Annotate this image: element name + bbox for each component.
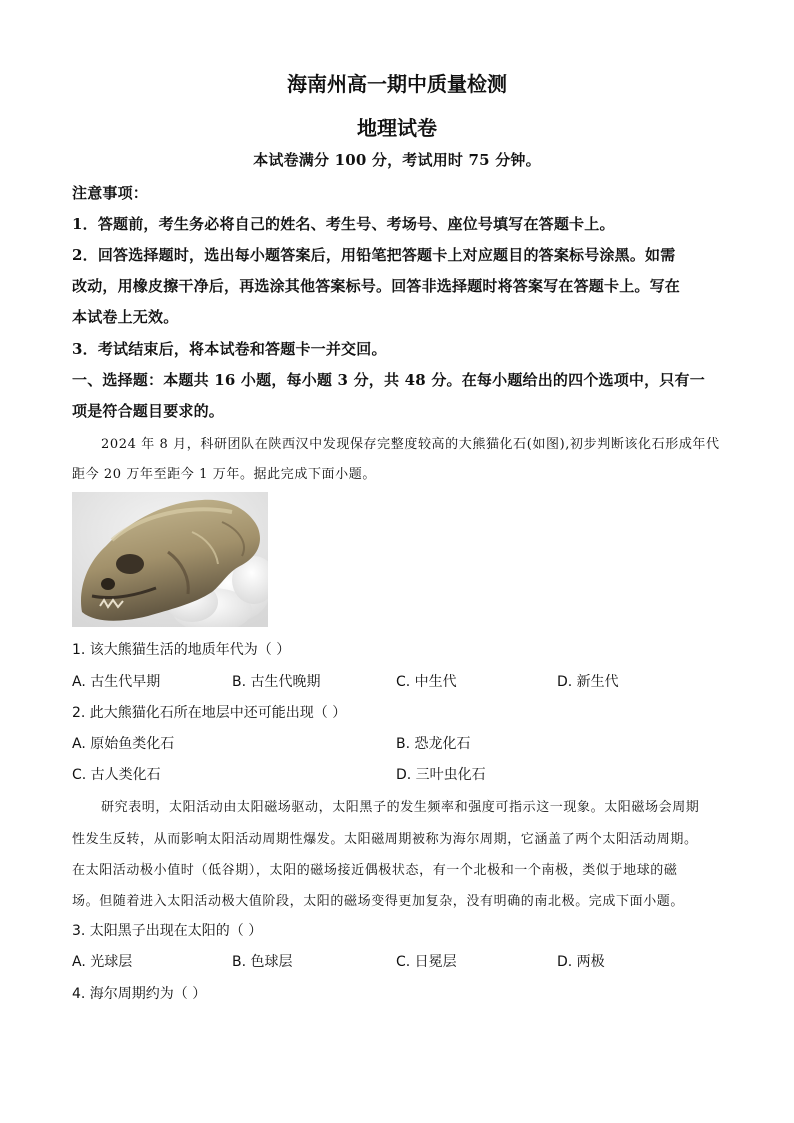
question-1-stem: 1. 该大熊猫生活的地质年代为（ ） [72, 642, 291, 658]
question-3-option-b[interactable]: B. 色球层 [232, 954, 293, 970]
notice-item-2-line-2: 改动，用橡皮擦干净后，再选涂其他答案标号。回答非选择题时将答案写在答题卡上。写在 [72, 277, 681, 295]
passage-2-line-4: 场。但随着进入太阳活动极大值阶段，太阳的磁场变得更加复杂，没有明确的南北极。完成下面小题。 [72, 894, 685, 909]
question-4-stem: 4. 海尔周期约为（ ） [72, 986, 207, 1002]
panda-fossil-photo [72, 492, 268, 627]
question-1-option-c[interactable]: C. 中生代 [396, 674, 457, 690]
question-3-stem: 3. 太阳黑子出现在太阳的（ ） [72, 923, 263, 939]
subject-title: 地理试卷 [357, 116, 437, 140]
question-1-option-a[interactable]: A. 古生代早期 [72, 674, 161, 690]
notice-item-2-line-3: 本试卷上无效。 [72, 308, 179, 326]
notice-item-2-line-1: 2．回答选择题时，选出每小题答案后，用铅笔把答题卡上对应题目的答案标号涂黑。如需 [72, 246, 676, 264]
question-3-option-d[interactable]: D. 两极 [557, 954, 605, 970]
question-1-option-d[interactable]: D. 新生代 [557, 674, 619, 690]
question-2-option-d[interactable]: D. 三叶虫化石 [396, 767, 486, 783]
question-2-option-b[interactable]: B. 恐龙化石 [396, 736, 471, 752]
passage-1-line-2: 距今 20 万年至距今 1 万年。据此完成下面小题。 [72, 467, 376, 482]
passage-2-line-2: 性发生反转，从而影响太阳活动周期性爆发。太阳磁周期被称为海尔周期，它涵盖了两个太阳活动周期。 [72, 832, 698, 847]
question-2-option-a[interactable]: A. 原始鱼类化石 [72, 736, 175, 752]
notice-item-3: 3．考试结束后，将本试卷和答题卡一并交回。 [72, 340, 387, 358]
notice-heading: 注意事项： [72, 184, 149, 202]
section-heading-line-1: 一、选择题：本题共 16 小题，每小题 3 分，共 48 分。在每小题给出的四个选项中，只有一 [72, 371, 705, 389]
question-2-option-c[interactable]: C. 古人类化石 [72, 767, 161, 783]
fossil-skull-image [72, 492, 268, 627]
question-1-option-b[interactable]: B. 古生代晚期 [232, 674, 321, 690]
passage-2-line-3: 在太阳活动极小值时（低谷期），太阳的磁场接近偶极状态，有一个北极和一个南极，类似于地球的磁 [72, 863, 678, 878]
section-heading-line-2: 项是符合题目要求的。 [72, 402, 225, 420]
passage-2-line-1: 研究表明，太阳活动由太阳磁场驱动，太阳黑子的发生频率和强度可指示这一现象。太阳磁场会周期 [101, 800, 700, 815]
score-line: 本试卷满分 100 分，考试用时 75 分钟。 [253, 151, 541, 169]
exam-title: 海南州高一期中质量检测 [287, 72, 507, 96]
question-3-option-a[interactable]: A. 光球层 [72, 954, 133, 970]
question-2-stem: 2. 此大熊猫化石所在地层中还可能出现（ ） [72, 705, 347, 721]
question-3-option-c[interactable]: C. 日冕层 [396, 954, 457, 970]
passage-1-line-1: 2024 年 8 月，科研团队在陕西汉中发现保存完整度较高的大熊猫化石(如图),初步判断该化石形成年代 [101, 437, 720, 452]
notice-item-1: 1．答题前，考生务必将自己的姓名、考生号、考场号、座位号填写在答题卡上。 [72, 215, 615, 233]
